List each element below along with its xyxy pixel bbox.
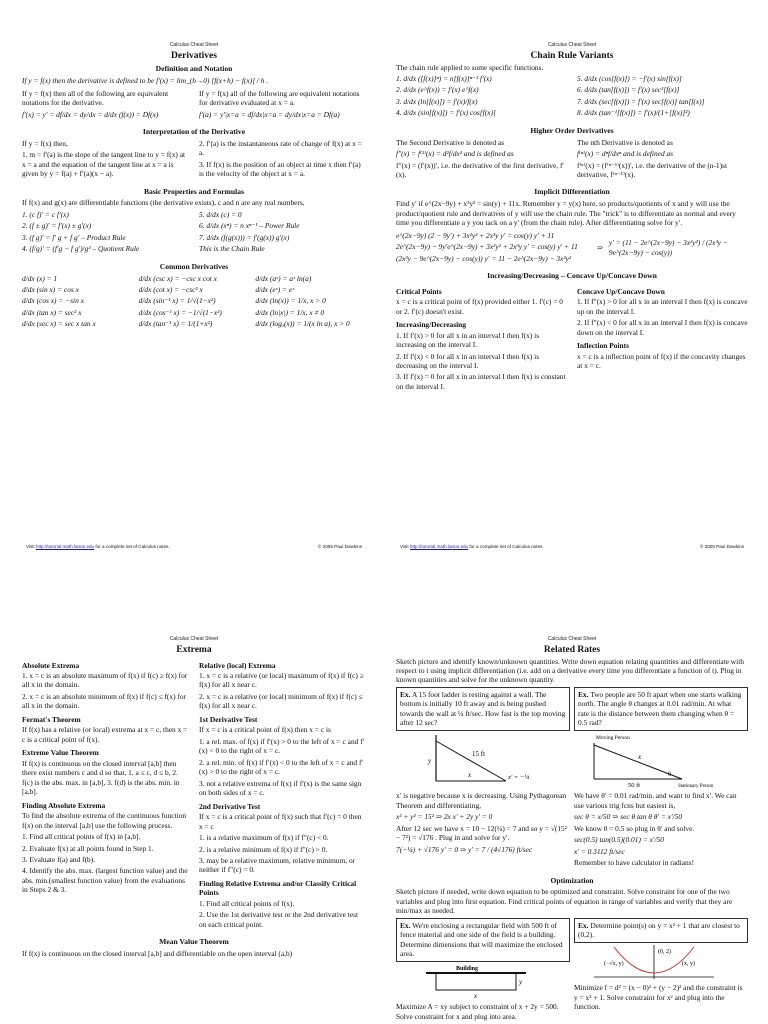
- basic-properties-left: [22, 210, 189, 256]
- higher-order-right: [577, 138, 748, 182]
- common-derivatives-heading: Common Derivatives: [159, 261, 229, 271]
- fence-example-box: [396, 918, 570, 962]
- first-derivative-test-item: 2. a rel. min. of f(x) if f′(x) < 0 to the left of x = c and f′(x) > 0 to the right of x = c.: [199, 757, 364, 777]
- higher-order-item: f″(x) = (f′(x))′, i.e. the derivative of the first derivative, f′(x).: [396, 160, 565, 180]
- higher-order-columns: [396, 138, 748, 182]
- stationary-person-label: Stationary Person: [678, 783, 714, 789]
- chain-rule-right: [577, 74, 748, 120]
- page-derivatives: [18, 42, 370, 554]
- basic-properties-heading: Basic Properties and Formulas: [143, 186, 245, 196]
- inflection-heading: Inflection Points: [577, 341, 629, 351]
- derivative-definition: If y = f(x) then the derivative is defined to be f′(x) = lim_(h→0) [f(x+h) − f(x)] / h .: [22, 76, 269, 86]
- walking-work: Remember to have calculator in radians!: [574, 858, 695, 868]
- absolute-extrema-heading: Absolute Extrema: [22, 660, 80, 670]
- walking-work: x′ = 0.3112 ft/sec: [574, 846, 625, 856]
- interpretation-item: 2. f′(a) is the instantaneous rate of change of f(x) at x = a.: [199, 138, 362, 158]
- footer-copyright: © 2005 Paul Dawkins: [318, 544, 362, 550]
- right-point-label: (x, y): [682, 960, 695, 967]
- chain-rule-item: 5. d/dx (cos[f(x)]) = −f′(x) sin[f(x)]: [577, 74, 682, 84]
- higher-order-left: [396, 138, 567, 182]
- derivative-formula: d/dx (cos x) = −sin x: [22, 296, 84, 306]
- first-derivative-test-heading: 1st Derivative Test: [199, 714, 258, 724]
- rate-label: x′ = −¼: [508, 773, 530, 781]
- ladder-work: x′ is negative because x is decreasing. Using Pythagorean Theorem and differentiating,: [396, 791, 567, 810]
- section-title: Chain Rule Variants: [530, 51, 614, 62]
- section-title: Derivatives: [171, 51, 217, 62]
- absolute-extrema-item: 2. x = c is an absolute minimum of f(x) if f(c) ≤ f(x) for all x in the domain.: [22, 691, 186, 711]
- higher-order-item: The Second Derivative is denoted as: [396, 137, 505, 147]
- concavity-item: 2. If f″(x) < 0 for all x in an interval I then f(x) is concave down on the interval I.: [577, 318, 748, 337]
- chain-rule-item: 4. d/dx (sin[f(x)]) = f′(x) cos[f(x)]: [396, 108, 496, 118]
- concavity-item: 1. If f″(x) > 0 for all x in an interval I then f(x) is concave up on the interval I.: [577, 297, 748, 316]
- finding-absolute-item: 3. Evaluate f(a) and f(b).: [22, 854, 96, 864]
- higher-order-item: f⁽ⁿ⁾(x) = dⁿf/dxⁿ and is defined as: [577, 149, 674, 159]
- ladder-diagram: [396, 731, 556, 789]
- chain-rule-item: 8. d/dx (tan⁻¹[f(x)]) = f′(x)/(1+[f(x)]²): [577, 108, 690, 118]
- optimization-heading: Optimization: [550, 875, 594, 885]
- fence-example: [396, 918, 570, 1023]
- implicit-step: (2x³y − 9e^(2x−9y) − cos(y)) y′ = 11 − 2e^(2x−9y) − 3x²y²: [396, 253, 572, 263]
- derivative-formula: d/dx (x) = 1: [22, 273, 58, 283]
- sheet-label: Calculus Cheat Sheet: [169, 42, 219, 48]
- ladder-work: x² + y² = 15² ⇒ 2x x′ + 2y y′ = 0: [396, 812, 493, 822]
- fence-diagram: [396, 962, 556, 1000]
- increasing-item: 2. If f′(x) < 0 for all x in an interval I then f(x) is decreasing on the interval I.: [396, 351, 540, 371]
- footer-visit: [26, 544, 170, 550]
- mvt-text: If f(x) is continuous on the closed interval [a,b] and differentiable on the open interval (a,b): [22, 948, 293, 958]
- walking-example: [574, 687, 748, 870]
- closest-point-example: [574, 918, 748, 1023]
- distance-label: x: [638, 752, 642, 761]
- higher-order-item: f″(x) = f⁽²⁾(x) = d²f/dx² and is defined as: [396, 149, 514, 159]
- base-distance-label: 50 ft: [628, 781, 641, 789]
- implicit-step: 2e^(2x−9y) − 9y′e^(2x−9y) + 3x²y² + 2x³y y′ = cos(y) y′ + 11: [396, 242, 578, 252]
- extrema-left: [22, 657, 189, 932]
- incdec-left: [396, 283, 567, 394]
- increasing-heading: Increasing/Decreasing: [396, 320, 466, 330]
- sheet-label: Calculus Cheat Sheet: [169, 636, 219, 642]
- property-item: 7. d/dx (f(g(x))) = f′(g(x)) g′(x): [199, 232, 290, 242]
- section-title: Related Rates: [543, 645, 601, 656]
- interpretation-item: If y = f(x) then,: [22, 138, 68, 148]
- fence-outline: [436, 973, 516, 990]
- second-derivative-test-heading: 2nd Derivative Test: [199, 801, 261, 811]
- implicit-steps: [396, 231, 591, 265]
- finding-absolute-item: 2. Evaluate f(x) at all points found in Step 1.: [22, 843, 154, 853]
- section-title: Extrema: [176, 645, 212, 656]
- fence-y-label: y: [519, 977, 523, 986]
- critical-points-heading: Critical Points: [396, 286, 442, 296]
- evt-text: If f(x) is continuous on the closed interval [a,b] then there exist numbers c and d so that, 1. a ≤ c, d ≤ b, 2. f(c) is the abs. max. in [a,b], 3. f(d) is the abs. min. in [a,b].: [22, 758, 180, 797]
- subsection-title: Definition and Notation: [155, 63, 233, 73]
- second-derivative-test-item: 1. is a relative maximum of f(x) if f″(c) < 0.: [199, 833, 329, 843]
- derivative-formula: d/dx (cot x) = −csc² x: [138, 284, 203, 294]
- derivative-formula: d/dx (sin⁻¹ x) = 1/√(1−x²): [138, 296, 216, 306]
- example-label: Ex.: [400, 689, 411, 699]
- derivative-formula: d/dx (ln(x)) = 1/x, x > 0: [255, 296, 326, 306]
- incdec-heading: Increasing/Decreasing – Concave Up/Concave Down: [487, 271, 657, 281]
- classify-heading: Finding Relative Extrema and/or Classify Critical Points: [199, 878, 357, 898]
- concavity-heading: Concave Up/Concave Down: [577, 286, 665, 296]
- evt-heading: Extreme Value Theorem: [22, 748, 99, 758]
- derivative-formula: d/dx (cos⁻¹ x) = −1/√(1−x²): [138, 307, 222, 317]
- angle-label: θ: [668, 770, 672, 778]
- basic-properties-intro: If f(x) and g(x) are differentiable functions (the derivative exists), c and n are any real numbers,: [22, 198, 305, 208]
- inflection-text: x = c is a inflection point of f(x) if the concavity changes at x = c.: [577, 351, 746, 371]
- walking-example-box: [574, 687, 748, 731]
- footer-copyright: © 2005 Paul Dawkins: [700, 544, 744, 550]
- derivative-formula: d/dx (logₐ(x)) = 1/(x ln a), x > 0: [255, 319, 350, 329]
- implicit-arrow: ⇒: [596, 243, 603, 253]
- interpretation-item: 3. If f(x) is the position of an object at time x then f′(a) is the velocity of the object at x = a.: [199, 159, 361, 179]
- fermat-text: If f(x) has a relative (or local) extrema at x = c, then x = c is a critical point of f(x).: [22, 725, 188, 744]
- ladder-work: 7(−¼) + √176 y′ = 0 ⇒ y′ = 7 / (4√176) ft/sec: [396, 844, 533, 854]
- chain-rule-columns: [396, 74, 748, 120]
- notation-right-intro: If y = f(x) all of the following are equivalent notations for derivative evaluated at x = a.: [199, 88, 360, 108]
- wall-height-label: y: [428, 756, 432, 765]
- related-rates-intro: Sketch picture and identify known/unknown quantities. Write down equation relating quantities and differentiate with respect to t using implicit differentiation (i.e. add on a derivative every time you differentiate a function of t). Plug in known quantities and solve for the unknown quantity.: [396, 656, 744, 685]
- chain-rule-item: 2. d/dx (e^f(x)) = f′(x) e^f(x): [396, 85, 479, 95]
- first-derivative-test-text: If x = c is a critical point of f(x) then x = c is: [199, 725, 331, 735]
- implicit-text: Find y′ if e^(2x−9y) + x³y² = sin(y) + 11x. Remember y = y(x) here, so products/quotients of x and y will use the product/quotient rule and derivatives of y will use the chain rule. The "trick" is to differentiate as normal and every time you differentiate a y you tack on a y′ (from the chain rule). After differentiating solve for y′.: [396, 199, 736, 228]
- footer-visit-rest: for a complete set of Calculus notes.: [469, 544, 544, 550]
- building-label: Building: [456, 965, 479, 972]
- relative-extrema-item: 1. x = c is a relative (or local) maximum of f(x) if f(c) ≥ f(x) for all x near c.: [199, 671, 364, 690]
- relative-extrema-item: 2. x = c is a relative (or local) minimum of f(x) if f(c) ≤ f(x) for all x near c.: [199, 691, 363, 711]
- extrema-right: [199, 657, 366, 932]
- property-item: 1. (c f)′ = c f′(x): [22, 209, 69, 219]
- first-derivative-test-item: 1. a rel. max. of f(x) if f′(x) > 0 to the left of x = c and f′(x) < 0 to the right of x = c.: [199, 736, 365, 756]
- example-label: Ex.: [400, 920, 411, 930]
- chain-rule-item: 1. d/dx ([f(x)]ⁿ) = n[f(x)]ⁿ⁻¹ f′(x): [396, 74, 492, 84]
- notation-right-formula: f′(a) = y′|x=a = df/dx|x=a = dy/dx|x=a = Df(a): [199, 109, 340, 119]
- derivative-formula: d/dx (tan x) = sec² x: [22, 307, 82, 317]
- increasing-item: 1. If f′(x) > 0 for all x in an interval I then f(x) is increasing on the interval I.: [396, 330, 540, 350]
- implicit-heading: Implicit Differentiation: [534, 187, 610, 197]
- footer-visit-word: Visit: [400, 544, 409, 550]
- notation-left-intro: If y = f(x) then all of the following are equivalent notations for the derivative.: [22, 88, 169, 108]
- optimization-intro: Sketch picture if needed, write down equation to be optimized and constraint. Solve constraint for one of the two variables and plug into first equation. Find critical points of equation in range of variables and verify that they are min/max as needed.: [396, 887, 733, 916]
- walking-work: sec(0.5) tan(0.5)(0.01) = x′/50: [574, 835, 664, 845]
- page-footer: [26, 544, 362, 550]
- example-statement: A 15 foot ladder is resting against a wall. The bottom is initially 10 ft away and is being pushed towards the wall at ¼ ft/sec. How fast is the top moving after 12 sec?: [400, 689, 566, 728]
- classify-item: 1. Find all critical points of f(x).: [199, 898, 295, 908]
- example-statement: Determine point(s) on y = x² + 1 that are closest to (0,2).: [578, 920, 740, 940]
- increasing-item: 3. If f′(x) = 0 for all x in an interval I then f(x) is constant on the interval I.: [396, 372, 566, 391]
- property-item: 2. (f ± g)′ = f′(x) ± g′(x): [22, 221, 92, 231]
- interpretation-heading: Interpretation of the Derivative: [142, 127, 246, 137]
- interpretation-columns: [22, 139, 366, 181]
- moving-person-label: Moving Person: [596, 734, 630, 741]
- chain-rule-item: 6. d/dx (tan[f(x)]) = f′(x) sec²[f(x)]: [577, 85, 680, 95]
- finding-absolute-item: 4. Identify the abs. max. (largest function value) and the abs. min.(smallest function value) from the evaluations in Steps 2 & 3.: [22, 866, 188, 895]
- target-point-label: (0, 2): [658, 948, 671, 955]
- footer-link[interactable]: http://tutorial.math.lamar.edu: [35, 544, 95, 550]
- common-derivatives-grid: [22, 274, 366, 329]
- ladder-example-box: [396, 687, 570, 731]
- critical-points-text: x = c is a critical point of f(x) provided either 1. f′(c) = 0 or 2. f′(c) doesn't exist.: [396, 297, 563, 316]
- chain-rule-intro: The chain rule applied to some specific functions.: [396, 62, 544, 72]
- derivative-formula: d/dx (csc x) = −csc x cot x: [138, 273, 217, 283]
- chain-rule-left: [396, 74, 567, 120]
- implicit-work: [396, 231, 748, 265]
- ground-distance-label: x: [468, 770, 472, 779]
- example-statement: We're enclosing a rectangular field with 500 ft of fence material and one side of the field is a building. Determine dimensions that will maximize the enclosed area.: [400, 920, 563, 959]
- first-derivative-test-item: 3. not a relative extrema of f(x) if f′(x) is the same sign on both sides of x = c.: [199, 778, 362, 798]
- incdec-right: [577, 283, 748, 394]
- implicit-result: y′ = (11 − 2e^(2x−9y) − 3x²y²) / (2x³y − 9e^(2x−9y) − cos(y)): [608, 238, 728, 257]
- example-label: Ex.: [578, 689, 589, 699]
- closest-point-work: Minimize f = d² = (x − 0)² + (y − 2)² and the constraint is y = x² + 1. Solve constraint for x² and plug into the function.: [574, 983, 743, 1012]
- interpretation-item: 1. m = f′(a) is the slope of the tangent line to y = f(x) at x = a and the equation of the tangent line at x = a is given by y = f(a) + f′(a)(x − a).: [22, 150, 186, 179]
- derivative-formula: d/dx (tan⁻¹ x) = 1/(1+x²): [138, 319, 213, 329]
- notation-right: [199, 89, 366, 121]
- example-label: Ex.: [578, 920, 589, 930]
- walking-work: sec θ = x/50 ⇒ sec θ tan θ θ′ = x′/50: [574, 812, 683, 822]
- footer-visit: [400, 544, 544, 550]
- second-derivative-test-item: 3. may be a relative maximum, relative minimum, or neither if f″(c) = 0.: [199, 855, 356, 875]
- basic-properties-right: [199, 210, 366, 256]
- footer-link[interactable]: http://tutorial.math.lamar.edu: [409, 544, 469, 550]
- extrema-columns: [22, 657, 366, 932]
- chain-rule-item: 3. d/dx (ln[f(x)]) = f′(x)/f(x): [396, 96, 478, 106]
- fence-x-label: x: [474, 991, 478, 1000]
- ladder-example: [396, 687, 570, 870]
- left-point-label: (−√x, y): [604, 960, 624, 967]
- finding-absolute-heading: Finding Absolute Extrema: [22, 800, 106, 810]
- derivative-formula: d/dx (sec x) = sec x tan x: [22, 319, 96, 329]
- closest-point-example-box: [574, 918, 748, 943]
- property-item: 5. d/dx (c) = 0: [199, 209, 242, 219]
- ladder-work: After 12 sec we have x = 10 − 12(¼) = 7 and so y = √(15² − 7²) = √176 . Plug in and solve for y′.: [396, 823, 567, 843]
- page-footer: [400, 544, 744, 550]
- notation-left-formula: f′(x) = y′ = df/dx = dy/dx = d/dx (f(x)) = Df(x): [22, 109, 159, 119]
- notation-columns: [22, 89, 366, 121]
- classify-item: 2. Use the 1st derivative test or the 2nd derivative test on each critical point.: [199, 910, 359, 929]
- page-extrema: [18, 636, 370, 1024]
- related-rates-examples: [396, 687, 748, 870]
- walking-diagram: [574, 731, 734, 789]
- sheet-label: Calculus Cheat Sheet: [547, 42, 597, 48]
- higher-order-item: The nth Derivative is denoted as: [577, 137, 673, 147]
- page-related-rates: [392, 636, 752, 1024]
- implicit-step: e^(2x−9y) (2 − 9y′) + 3x²y² + 2x³y y′ = cos(y) y′ + 11: [396, 230, 555, 240]
- finding-absolute-item: 1. Find all critical points of f(x) in [a,b].: [22, 832, 141, 842]
- property-item: 3. (f g)′ = f′ g + f g′ – Product Rule: [22, 232, 126, 242]
- derivative-formula: d/dx (sin x) = cos x: [22, 284, 79, 294]
- fence-work: Maximize A = xy subject to constraint of x + 2y = 500. Solve constraint for x and plug into area.: [396, 1002, 559, 1021]
- optimization-examples: [396, 918, 748, 1023]
- property-item: 6. d/dx (xⁿ) = n xⁿ⁻¹ – Power Rule: [199, 221, 300, 231]
- derivative-formula: d/dx (aˣ) = aˣ ln(a): [255, 273, 312, 283]
- higher-order-heading: Higher Order Derivatives: [530, 125, 614, 135]
- footer-visit-word: Visit: [26, 544, 35, 550]
- walking-work: We know θ = 0.5 so plug in θ′ and solve.: [574, 823, 695, 833]
- mvt-heading: Mean Value Theorem: [159, 937, 229, 947]
- example-statement: Two people are 50 ft apart when one starts walking north. The angle θ changes at 0.01 rad/min. At what rate is the distance between them changing when θ = 0.5 rad?: [578, 689, 742, 728]
- parabola-diagram: [574, 943, 734, 981]
- ladder-length-label: 15 ft: [472, 749, 486, 758]
- notation-left: [22, 89, 189, 121]
- chain-rule-item: 7. d/dx (sec[f(x)]) = f′(x) sec[f(x)] tan[f(x)]: [577, 96, 705, 106]
- derivative-formula: d/dx (eˣ) = eˣ: [255, 284, 295, 294]
- sheet-label: Calculus Cheat Sheet: [547, 636, 597, 642]
- second-derivative-test-item: 2. is a relative minimum of f(x) if f″(c) > 0.: [199, 844, 328, 854]
- interpretation-right: [199, 139, 366, 181]
- property-item: This is the Chain Rule: [199, 244, 265, 254]
- absolute-extrema-item: 1. x = c is an absolute maximum of f(x) if f(c) ≥ f(x) for all x in the domain.: [22, 671, 188, 690]
- second-derivative-test-text: If x = c is a critical point of f(x) such that f′(c) = 0 then x = c: [199, 812, 362, 831]
- relative-extrema-heading: Relative (local) Extrema: [199, 660, 276, 670]
- higher-order-item: f⁽ⁿ⁾(x) = (f⁽ⁿ⁻¹⁾(x))′, i.e. the derivative of the (n-1)st derivative, f⁽ⁿ⁻¹⁾(x).: [577, 160, 728, 180]
- derivative-formula: d/dx (ln|x|) = 1/x, x ≠ 0: [255, 307, 325, 317]
- fermat-heading: Fermat's Theorem: [22, 714, 81, 724]
- finding-absolute-text: To find the absolute extrema of the continuous function f(x) on the interval [a,b] use the following process.: [22, 811, 187, 830]
- page-chain-rule: [392, 42, 752, 554]
- incdec-columns: [396, 283, 748, 394]
- footer-visit-rest: for a complete set of Calculus notes.: [95, 544, 170, 550]
- interpretation-left: [22, 139, 189, 181]
- walking-work: We have θ′ = 0.01 rad/min. and want to find x′. We can use various trig fcns but easiest is,: [574, 791, 737, 810]
- property-item: 4. (f/g)′ = (f′g − f g′)/g² – Quotient Rule: [22, 244, 140, 254]
- basic-properties-columns: [22, 210, 366, 256]
